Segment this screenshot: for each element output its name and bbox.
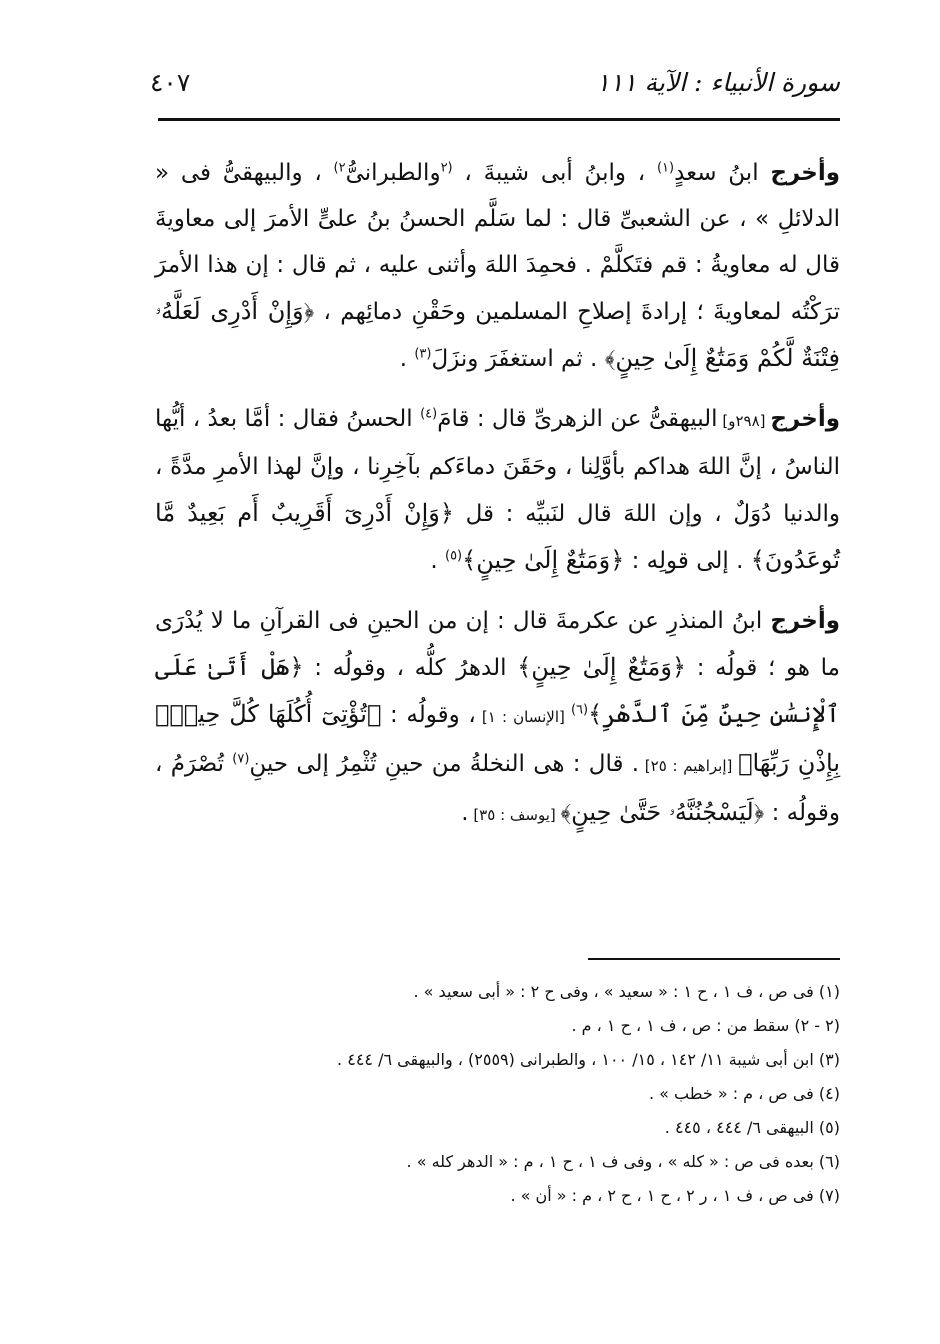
footnote-reference: (٣) <box>414 346 432 362</box>
paragraph-text: . <box>461 800 469 826</box>
verse-citation: [٢٩٨و] <box>717 412 771 430</box>
paragraph-text: ابنُ المنذرِ عن عكرمةَ قال : إن من الحينِ فى القرآنِ ما لا يُدْرَى ما هو ؛ قولُه : <box>155 608 841 681</box>
footnote-reference: (٤) <box>420 406 438 422</box>
paragraph-lead-word: وأخرج <box>770 608 840 634</box>
paragraph-text: . إلى قولِه : <box>624 548 751 574</box>
paragraph-text: الدهرُ كلُّه ، وقولُه : <box>303 655 518 681</box>
footnote-separator <box>588 958 840 960</box>
paragraph-text: ابنُ سعدٍ <box>674 160 771 186</box>
paragraph-text: ، والبيهقىُّ فى « الدلائلِ » ، عن الشعبىِّ قال : لما سَلَّم الحسنُ بنُ علىٍّ الأمرَ إلى معاويةَ قال له معاويةُ : قم فتَكلَّمْ . فحمِدَ اللهَ وأثنى عليه ، ثم قال : إن هذا الأمرَ ترَكْتُه لمعاويةَ ؛ إرادةَ إصلاحِ المسلمين وحَقْنِ دمائِهم ، <box>155 160 840 325</box>
paragraph-text: . <box>430 548 445 574</box>
header-rule <box>158 118 840 121</box>
paragraph-text: البيهقىُّ عن الزهرىِّ قال : قامَ <box>437 406 718 432</box>
footnote-reference: (٧) <box>232 751 250 767</box>
paragraph-text: ، وقولُه : <box>381 702 476 728</box>
paragraph-text: الحسنُ فقال : أمَّا بعدُ ، أيُّها الناسُ ، إنَّ اللهَ هداكم بأوَّلِنا ، وحَقَنَ دماءَكم بآخِرِنا ، وإنَّ لهذا الأمرِ مدَّةً ، والدنيا دُوَلٌ ، وإن اللهَ قال لنَبيِّه : قل <box>155 406 840 527</box>
footnote: (١) فى ص ، ف ١ ، ح ١ : « سعيد » ، وفى ح ٢ : « أبى سعيد » . <box>413 982 840 1001</box>
footnote: (٤) فى ص ، م : « خطب » . <box>648 1084 840 1103</box>
paragraph-text: ، وابنُ أبى شيبةَ ، <box>452 160 657 186</box>
paragraph-lead-word: وأخرج <box>770 160 840 186</box>
footnote-reference: (٥) <box>444 548 463 564</box>
running-header <box>150 64 840 108</box>
footnote-reference: (١) <box>656 160 675 176</box>
verse-citation: [يوسف : ٣٥] <box>468 806 561 824</box>
paragraph-text: . قال : هى النخلةُ من حينِ تُثْمِرُ إلى حينِ <box>249 751 640 777</box>
footnote-reference: (٢ <box>440 160 453 176</box>
quran-quote: ﴿تُؤْتِىٓ أُكُلَهَا كُلَّ حِينٍۭ بِإِذْنِ رَبِّهَا﴾ <box>155 700 841 777</box>
verse-citation: [الإنسان : ١] <box>475 708 571 726</box>
footnote: (٢ - ٢) سقط من : ص ، ف ١ ، ح ١ ، م . <box>571 1016 840 1035</box>
quran-quote: ﴿وَإِنْ أَدْرِىٓ أَقَرِيبٌ أَم بَعِيدٌ مَّا تُوعَدُونَ﴾ <box>155 499 840 574</box>
footnote: (٣) ابن أبى شيبة ١١/ ١٤٢ ، ١٥/ ١٠٠ ، والطبرانى (٢٥٥٩) ، والبيهقى ٦/ ٤٤٤ . <box>337 1050 840 1069</box>
quran-quote: ﴿هَلْ أَتَىٰ عَلَى ٱلْإِنسَٰنِ حِينٌ مِّنَ ٱلدَّهْرِ﴾ <box>155 653 840 728</box>
main-text <box>155 150 840 852</box>
quran-quote: ﴿وَإِنْ أَدْرِى لَعَلَّهُۥ فِتْنَةٌ لَّكُمْ وَمَتَٰعٌ إِلَىٰ حِينٍ﴾ <box>155 297 840 372</box>
page-number: ٤٠٧ <box>150 68 191 97</box>
quran-quote: ﴿لَيَسْجُنُنَّهُۥ حَتَّىٰ حِينٍ﴾ <box>560 798 765 826</box>
footnote: (٦) بعده فى ص : « كله » ، وفى ف ١ ، ح ١ ، م : « الدهر كله » . <box>406 1152 840 1171</box>
quran-quote: ﴿وَمَتَٰعٌ إِلَىٰ حِينٍ﴾ <box>462 546 625 574</box>
footnote-reference: ٢) <box>333 160 346 176</box>
paragraph <box>155 150 840 382</box>
footnote: (٧) فى ص ، ف ١ ، ر ٢ ، ح ١ ، ح ٢ ، م : « أن » . <box>510 1186 840 1205</box>
paragraph-text: تُصْرَمُ ، وقولُه : <box>155 751 840 826</box>
paragraph <box>155 396 840 584</box>
quran-quote: ﴿وَمَتَٰعٌ إِلَىٰ حِينٍ﴾ <box>517 653 687 681</box>
footnotes <box>150 975 840 1213</box>
verse-citation: [إبراهيم : ٢٥] <box>639 757 739 775</box>
footnote-reference: (٦) <box>570 702 589 718</box>
footnote: (٥) البيهقى ٦/ ٤٤٤ ، ٤٤٥ . <box>664 1118 840 1137</box>
running-title: سورة الأنبياء : الآية ١١١ <box>596 68 840 97</box>
paragraph-text: . <box>399 346 415 372</box>
paragraph-text: والطبرانىُّ <box>345 160 441 186</box>
paragraph-lead-word: وأخرج <box>770 406 840 432</box>
paragraph-text: . ثم استغفَرَ ونزَلَ <box>431 346 605 372</box>
paragraph <box>155 598 840 838</box>
